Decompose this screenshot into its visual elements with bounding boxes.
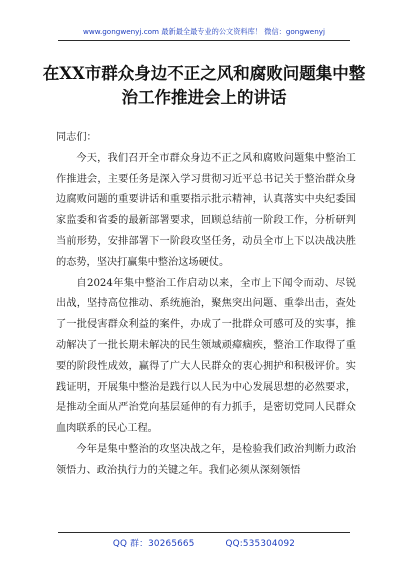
footer-qq: QQ:535304092	[225, 539, 296, 549]
page-header: www.gongwenyj.com 最新最全最专业的公文资料库！ 微信：gongwenyj	[82, 27, 326, 36]
paragraph-3: 今年是集中整治的攻坚决战之年，是检验我们政治判断力政治领悟力、政治执行力的关键之年。我们必须从深刻领悟	[56, 443, 356, 476]
paragraph-1: 今天，我们召开全市群众身边不正之风和腐败问题集中整治工作推进会，主要任务是深入学习贯彻习近平总书记关于整治群众身边腐败问题的重要讲话和重要指示批示精神，认真落实中央纪委国家监委和省委的最新部署要求，回顾总结前一阶段工作，分析研判当前形势，安排部署下一阶段攻坚任务，动员全市上下以决战决胜的态势，坚决打赢集中整治这场硬仗。	[56, 152, 356, 268]
page-footer	[0, 536, 408, 549]
header-divider	[58, 40, 350, 41]
salutation: 同志们：	[56, 132, 97, 143]
footer-qq-group: QQ 群：30265665	[112, 539, 195, 549]
document-title: 在XX市群众身边不正之风和腐败问题集中整治工作推进会上的讲话	[42, 64, 366, 107]
paragraph-2: 自2024年集中整治工作启动以来，全市上下闻令而动、尽锐出战，坚持高位推动、系统施治，聚焦突出问题、重拳出击，查处了一批侵害群众利益的案件，办成了一批群众可感可及的实事，推动解决了一批长期未解决的民生领域顽瘴痼疾，整治工作取得了重要的阶段性成效，赢得了广大人民群众的衷心拥护和积极评价。实践证明，开展集中整治是践行以人民为中心发展思想的必然要求，是推动全面从严治党向基层延伸的有力抓手，是密切党同人民群众血肉联系的民心工程。	[56, 277, 356, 435]
footer-divider	[58, 532, 350, 533]
document-body	[56, 128, 356, 482]
